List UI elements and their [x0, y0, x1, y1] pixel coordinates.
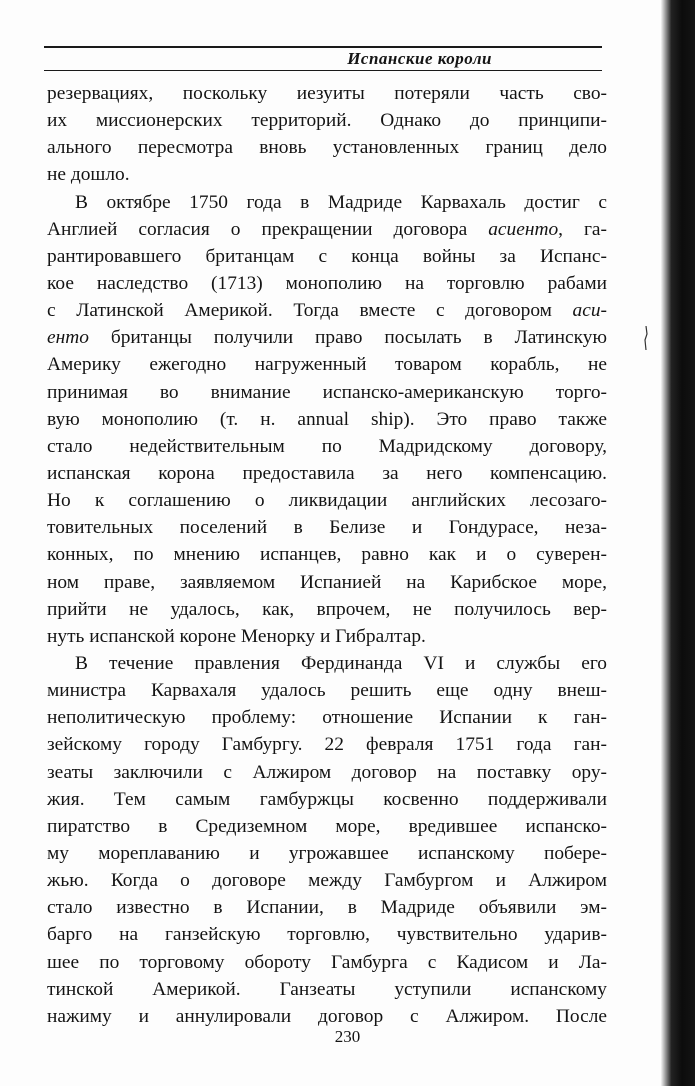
text-line: зеаты заключили с Алжиром договор на поставку ору-	[47, 761, 607, 783]
running-head: Испанские короли	[347, 49, 492, 68]
text-line: испанская корона предоставила за него компенсацию.	[47, 462, 607, 484]
text-line: барго на ганзейскую торговлю, чувствительно ударив-	[47, 924, 607, 946]
text-fragment: , га-	[558, 218, 607, 240]
text-line: Но к соглашению о ликвидации английских лесозаго-	[47, 490, 607, 512]
text-line: не дошло.	[47, 164, 130, 186]
text-line: принимая во внимание испанско-американскую торго-	[47, 381, 607, 403]
italic-term: енто	[47, 327, 89, 349]
text-fragment: с Латинской Америкой. Тогда вместе с договором	[47, 300, 573, 322]
text-line: нажиму и аннулировали договор с Алжиром. После	[47, 1005, 607, 1027]
text-line: жью. Когда о договоре между Гамбургом и Алжиром	[47, 870, 607, 892]
scan-speck-mark	[643, 326, 649, 350]
text-line: ального пересмотра вновь установленных границ дело	[47, 137, 607, 159]
text-line: стало известно в Испании, в Мадриде объявили эм-	[47, 897, 607, 919]
text-line: нуть испанской короне Менорку и Гибралтар.	[47, 625, 426, 647]
text-line: шее по торговому обороту Гамбурга с Кадисом и Ла-	[47, 951, 607, 973]
text-line: неполитическую проблему: отношение Испании к ган-	[47, 707, 607, 729]
italic-term: асиенто	[488, 218, 559, 240]
text-line: конных, по мнению испанцев, равно как и о суверен-	[47, 544, 607, 566]
text-line: министра Карвахаля удалось решить еще одну внеш-	[47, 680, 607, 702]
text-line: В течение правления Фердинанда VI и службы его	[75, 652, 607, 674]
text-line: му мореплаванию и угрожавшее испанскому побере-	[47, 842, 607, 864]
text-line: зейскому городу Гамбургу. 22 февраля 1751 года ган-	[47, 734, 607, 756]
italic-term: аси-	[572, 300, 607, 322]
text-line: резервациях, поскольку иезуиты потеряли часть сво-	[47, 83, 607, 104]
text-line: Америку ежегодно нагруженный товаром корабль, не	[47, 354, 607, 376]
text-line	[47, 216, 607, 243]
text-line: жия. Тем самым гамбуржцы косвенно поддерживали	[47, 788, 607, 810]
text-line: товительных поселений в Белизе и Гондурасе, неза-	[47, 517, 607, 539]
text-line: кое наследство (1713) монополию на торговлю рабами	[47, 272, 607, 294]
text-line: тинской Америкой. Ганзеаты уступили испанскому	[47, 978, 607, 1000]
text-line	[47, 297, 607, 324]
text-fragment: британцы получили право посылать в Латинскую	[88, 327, 607, 349]
page-number: 230	[334, 1027, 361, 1046]
text-line: прийти не удалось, как, впрочем, не получилось вер-	[47, 598, 607, 620]
body-text	[47, 80, 607, 1030]
text-line: их миссионерских территорий. Однако до принципи-	[47, 110, 607, 132]
text-fragment: Англией согласия о прекращении договора	[47, 218, 489, 240]
text-line: В октябре 1750 года в Мадриде Карвахаль достиг с	[75, 191, 607, 213]
text-line: пиратство в Средиземном море, вредившее испанско-	[47, 815, 607, 837]
text-line: вую монополию (т. н. annual ship). Это право также	[47, 408, 607, 430]
header-rule-top	[44, 46, 602, 48]
text-line: ном праве, заявляемом Испанией на Карибское море,	[47, 571, 607, 593]
text-line: стало недействительным по Мадридскому договору,	[47, 435, 607, 457]
text-line: рантировавшего британцам с конца войны за Испанс-	[47, 245, 607, 267]
text-line	[47, 324, 607, 351]
book-spine-shadow	[652, 0, 695, 1086]
header-rule-bottom	[44, 70, 602, 71]
